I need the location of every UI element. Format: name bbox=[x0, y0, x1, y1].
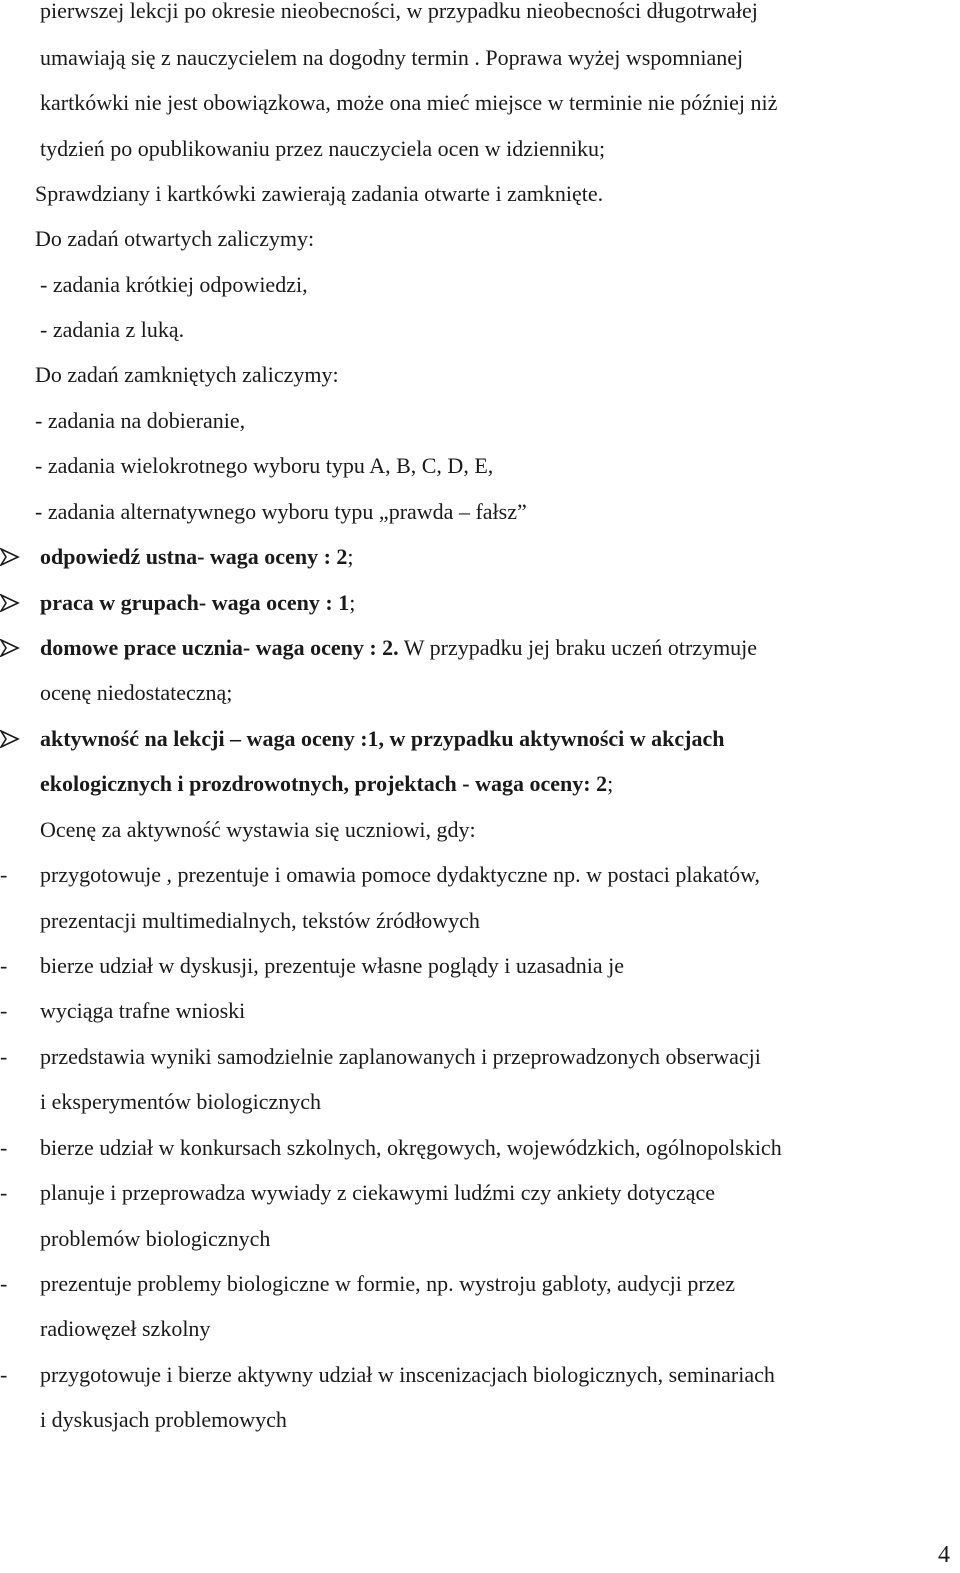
open-task-item: - zadania krótkiej odpowiedzi, bbox=[40, 272, 308, 297]
bullet-activity-line2-bold: ekologicznych i prozdrowotnych, projektach - waga oceny: 2 bbox=[40, 771, 608, 796]
criteria-item-cont: i eksperymentów biologicznych bbox=[40, 1089, 322, 1114]
list-dash: - bbox=[0, 998, 8, 1023]
intro-line: kartkówki nie jest obowiązkowa, może ona mieć miejsce w terminie nie później niż bbox=[40, 90, 778, 115]
bullet-group-rest: ; bbox=[349, 590, 356, 615]
criteria-item: przygotowuje i bierze aktywny udział w inscenizacjach biologicznych, seminariach bbox=[40, 1362, 775, 1387]
criteria-item: prezentuje problemy biologiczne w formie, np. wystroju gabloty, audycji przez bbox=[40, 1271, 736, 1296]
bullet-group-work bbox=[40, 590, 355, 616]
list-dash: - bbox=[0, 1044, 8, 1069]
bullet-homework-bold: domowe prace ucznia- waga oceny : 2. bbox=[40, 635, 399, 660]
criteria-item: bierze udział w dyskusji, prezentuje własne poglądy i uzasadnia je bbox=[40, 953, 625, 978]
criteria-item: przygotowuje , prezentuje i omawia pomoce dydaktyczne np. w postaci plakatów, bbox=[40, 862, 761, 887]
bullet-activity-line2 bbox=[40, 771, 613, 797]
list-dash: - bbox=[0, 1362, 8, 1387]
intro-line: tydzień po opublikowaniu przez nauczyciela ocen w idzienniku; bbox=[40, 136, 606, 161]
activity-criteria-intro: Ocenę za aktywność wystawia się uczniowi, gdy: bbox=[40, 817, 476, 842]
bullet-oral-rest: ; bbox=[347, 544, 354, 569]
criteria-item: bierze udział w konkursach szkolnych, okręgowych, wojewódzkich, ogólnopolskich bbox=[40, 1135, 782, 1160]
arrowhead-bullet-icon bbox=[0, 635, 22, 661]
intro-line: Sprawdziany i kartkówki zawierają zadania otwarte i zamknięte. bbox=[35, 181, 604, 206]
arrowhead-bullet-icon bbox=[0, 726, 22, 752]
list-dash: - bbox=[0, 1135, 8, 1160]
bullet-oral-answer bbox=[40, 544, 354, 570]
bullet-activity: aktywność na lekcji – waga oceny :1, w przypadku aktywności w akcjach bbox=[40, 726, 725, 751]
criteria-item-cont: i dyskusjach problemowych bbox=[40, 1407, 287, 1432]
closed-task-item: - zadania alternatywnego wyboru typu „prawda – fałsz” bbox=[35, 499, 527, 524]
criteria-item-cont: radiowęzeł szkolny bbox=[40, 1316, 211, 1341]
bullet-homework-line2: ocenę niedostateczną; bbox=[40, 680, 233, 705]
criteria-item: wyciąga trafne wnioski bbox=[40, 998, 246, 1023]
bullet-activity-line2-rest: ; bbox=[607, 771, 614, 796]
criteria-item-cont: problemów biologicznych bbox=[40, 1226, 271, 1251]
criteria-item: planuje i przeprowadza wywiady z ciekawymi ludźmi czy ankiety dotyczące bbox=[40, 1180, 715, 1205]
bullet-homework-rest: W przypadku jej braku uczeń otrzymuje bbox=[398, 635, 758, 660]
closed-task-item: - zadania wielokrotnego wyboru typu A, B, C, D, E, bbox=[35, 453, 494, 478]
intro-line: umawiają się z nauczycielem na dogodny termin . Poprawa wyżej wspomnianej bbox=[40, 45, 744, 70]
list-dash: - bbox=[0, 1271, 8, 1296]
list-dash: - bbox=[0, 1180, 8, 1205]
closed-task-item: - zadania na dobieranie, bbox=[35, 408, 246, 433]
list-dash: - bbox=[0, 953, 8, 978]
criteria-item-cont: prezentacji multimedialnych, tekstów źródłowych bbox=[40, 908, 480, 933]
bullet-homework bbox=[40, 635, 757, 661]
list-dash: - bbox=[0, 862, 8, 887]
bullet-group-bold: praca w grupach- waga oceny : 1 bbox=[40, 590, 350, 615]
open-tasks-heading: Do zadań otwartych zaliczymy: bbox=[35, 226, 315, 251]
arrowhead-bullet-icon bbox=[0, 590, 22, 616]
intro-line: pierwszej lekcji po okresie nieobecności, w przypadku nieobecności długotrwałej bbox=[40, 0, 758, 23]
bullet-oral-bold: odpowiedź ustna- waga oceny : 2 bbox=[40, 544, 348, 569]
page-number: 4 bbox=[938, 1542, 950, 1568]
closed-tasks-heading: Do zadań zamkniętych zaliczymy: bbox=[35, 362, 339, 387]
open-task-item: - zadania z luką. bbox=[40, 317, 185, 342]
criteria-item: przedstawia wyniki samodzielnie zaplanowanych i przeprowadzonych obserwacji bbox=[40, 1044, 761, 1069]
arrowhead-bullet-icon bbox=[0, 544, 22, 570]
